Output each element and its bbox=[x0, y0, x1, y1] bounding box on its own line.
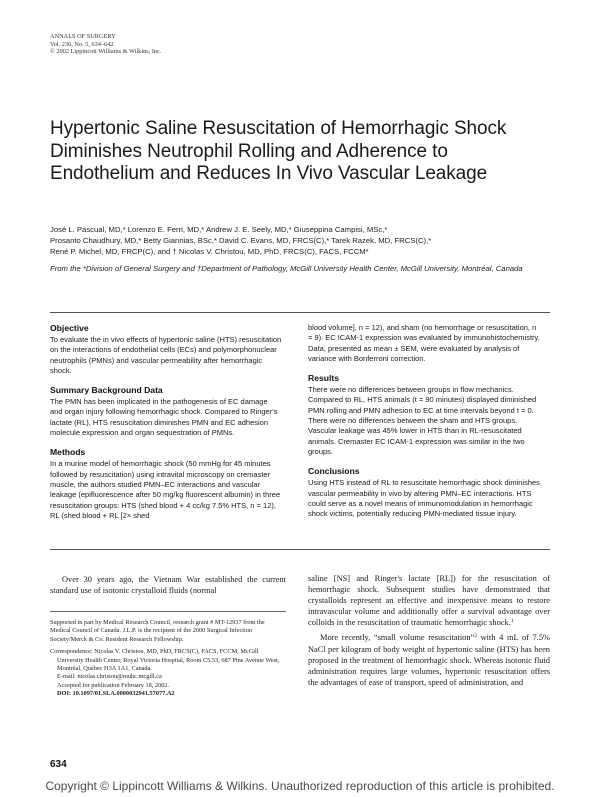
body-paragraph: Over 30 years ago, the Vietnam War established the current standard use of isotonic crystalloid fluids (normal bbox=[50, 575, 286, 596]
article-title: Hypertonic Saline Resuscitation of Hemorrhagic Shock Diminishes Neutrophil Rolling and Adherence to Endothelium and Reduces In Vivo Vascular Leakage bbox=[50, 118, 507, 184]
body-right-column bbox=[308, 573, 550, 688]
journal-header bbox=[50, 33, 161, 56]
author-line: Prosanto Chaudhury, MD,* Betty Giannias, BSc,* David C. Evans, MD, FRCS(C),* Tarek Razek, MD, FRCS(C),* bbox=[50, 236, 432, 246]
author-list bbox=[50, 224, 550, 258]
body-left-column bbox=[50, 574, 286, 596]
body-text: saline [NS] and Ringer's lactate [RL]) for the resuscitation of hemorrhagic shock. Subsequent studies have demonstrated that crystalloids represent an effective and inexpensive means to restore intravascular volume and additionally offer a survival advantage over colloids in the resuscitation of traumatic hemorrhagic shock. bbox=[308, 574, 550, 628]
body-paragraph bbox=[308, 573, 550, 628]
methods-text-continued: blood volume], n = 12), and sham (no hemorrhage or resuscitation, n = 9). EC ICAM-1 expression was evaluated by immunohistochemistry. Data, presented as mean ± SEM, were evaluated by analysis of variance with Bonferroni correction. bbox=[308, 323, 540, 363]
conclusions-text: Using HTS instead of RL to resuscitate hemorrhagic shock diminishes vascular permeability in vivo by altering PMN–EC interactions. HTS could serve as a novel means of immunomodulation in hemorrhagic shock victims, potentially reducing PMN-mediated tissue injury. bbox=[308, 478, 540, 519]
abstract-box bbox=[50, 312, 550, 550]
objective-text: To evaluate the in vivo effects of hypertonic saline (HTS) resuscitation on the interactions of endothelial cells (ECs) and polymorphonuclear neutrophils (PMNs) and vascular permeability after hemorrhagic shock. bbox=[50, 335, 282, 375]
journal-volume: Vol. 236, No. 5, 634–642 bbox=[50, 40, 114, 48]
journal-name: ANNALS OF SURGERY bbox=[50, 33, 116, 40]
background-text: The PMN has been implicated in the pathogenesis of EC damage and organ injury following hemorrhagic shock. Compared to Ringer's lactate (RL), HTS resuscitation diminishes PMN and EC adhesion molecule expression and organ sequestration of PMNs. bbox=[50, 397, 278, 438]
abstract-right-column bbox=[308, 323, 540, 519]
journal-copyright: © 2002 Lippincott Williams & Wilkins, Inc. bbox=[50, 48, 162, 56]
citation-ref: 1 bbox=[510, 618, 514, 625]
body-text: More recently, “small volume resuscitation” bbox=[320, 633, 475, 643]
body-paragraph bbox=[308, 632, 550, 687]
background-heading: Summary Background Data bbox=[50, 385, 163, 396]
correspondence-text: Correspondence: Nicolas V. Christou, MD, PhD, FRCS(C), FACS, FCCM, McGill University Health Center, Royal Victoria Hospital, Room C5.53, 687 Pine Avenue West, Montréal, Québec H3A 1A1, Canada. bbox=[50, 648, 280, 673]
footnote-divider bbox=[50, 611, 286, 612]
methods-text: In a murine model of hemorrhagic shock (50 mmHg for 45 minutes followed by resuscitation) using intravital microscopy on cremaster muscle, the authors studied PMN–EC interactions and vascular leakage (epifluorescence after 50 mg/kg fluorescent albumin) in three resuscitation groups: HTS (shed blood + 4 cc/kg 7.5% HTS, n = 12), RL (shed blood + RL [2× shed bbox=[50, 459, 281, 520]
results-heading: Results bbox=[308, 373, 340, 384]
support-footnote: Supported in part by Medical Research Council, research grant # MT-12937 from the Medical Council of Canada. J.L.P. is the recipient of the 2000 Surgical Infection Society/Merck & Co. Resident Research Fellowship. bbox=[50, 619, 265, 643]
citation-ref: 2 bbox=[474, 633, 477, 640]
abstract-left-column bbox=[50, 323, 282, 521]
accepted-text: Accepted for publication February 18, 2002. bbox=[57, 681, 170, 689]
copyright-notice: Copyright © Lippincott Williams & Wilkins. Unauthorized reproduction of this article is prohibited. bbox=[45, 779, 555, 793]
affiliation: From the *Division of General Surgery and †Department of Pathology, McGill University Health Center, McGill University, Montréal, Canada bbox=[50, 264, 523, 273]
body-text: with 4 mL of 7.5% NaCl per kilogram of body weight of hypertonic saline (HTS) has been proposed in the treatment of hemorrhagic shock. Whereas isotonic fluid administration requires large volumes, hypertonic resuscitation offers the advantages of ease of transport, speed of administration, and bbox=[308, 633, 551, 687]
conclusions-heading: Conclusions bbox=[308, 466, 360, 477]
footnotes bbox=[50, 619, 286, 703]
email-text: E-mail: nicolas.christou@muhc.mcgill.ca bbox=[57, 673, 162, 681]
page-number: 634 bbox=[50, 759, 67, 770]
author-line: René P. Michel, MD, FRCP(C), and † Nicolas V. Christou, MD, PhD, FRCS(C), FACS, FCCM* bbox=[50, 247, 369, 257]
results-text: There were no differences between groups in flow mechanics. Compared to RL, HTS animals (t = 90 minutes) displayed diminished PMN rolling and PMN adhesion to EC at time intervals beyond t = 0. There were no differences between the sham and HTS groups. Vascular leakage was 45% lower in HTS than in RL-resuscitated animals. Cremaster EC ICAM-1 expression was similar in the two groups. bbox=[308, 385, 537, 456]
doi-text: DOI: 10.1097/01.SLA.0000032941.57077.A2 bbox=[57, 690, 175, 698]
correspondence-footnote bbox=[50, 648, 286, 698]
methods-heading: Methods bbox=[50, 447, 86, 458]
author-line: José L. Pascual, MD,* Lorenzo E. Ferri, MD,* Andrew J. E. Seely, MD,* Giuseppina Campisi, MSc,* bbox=[50, 225, 388, 234]
objective-heading: Objective bbox=[50, 323, 89, 333]
